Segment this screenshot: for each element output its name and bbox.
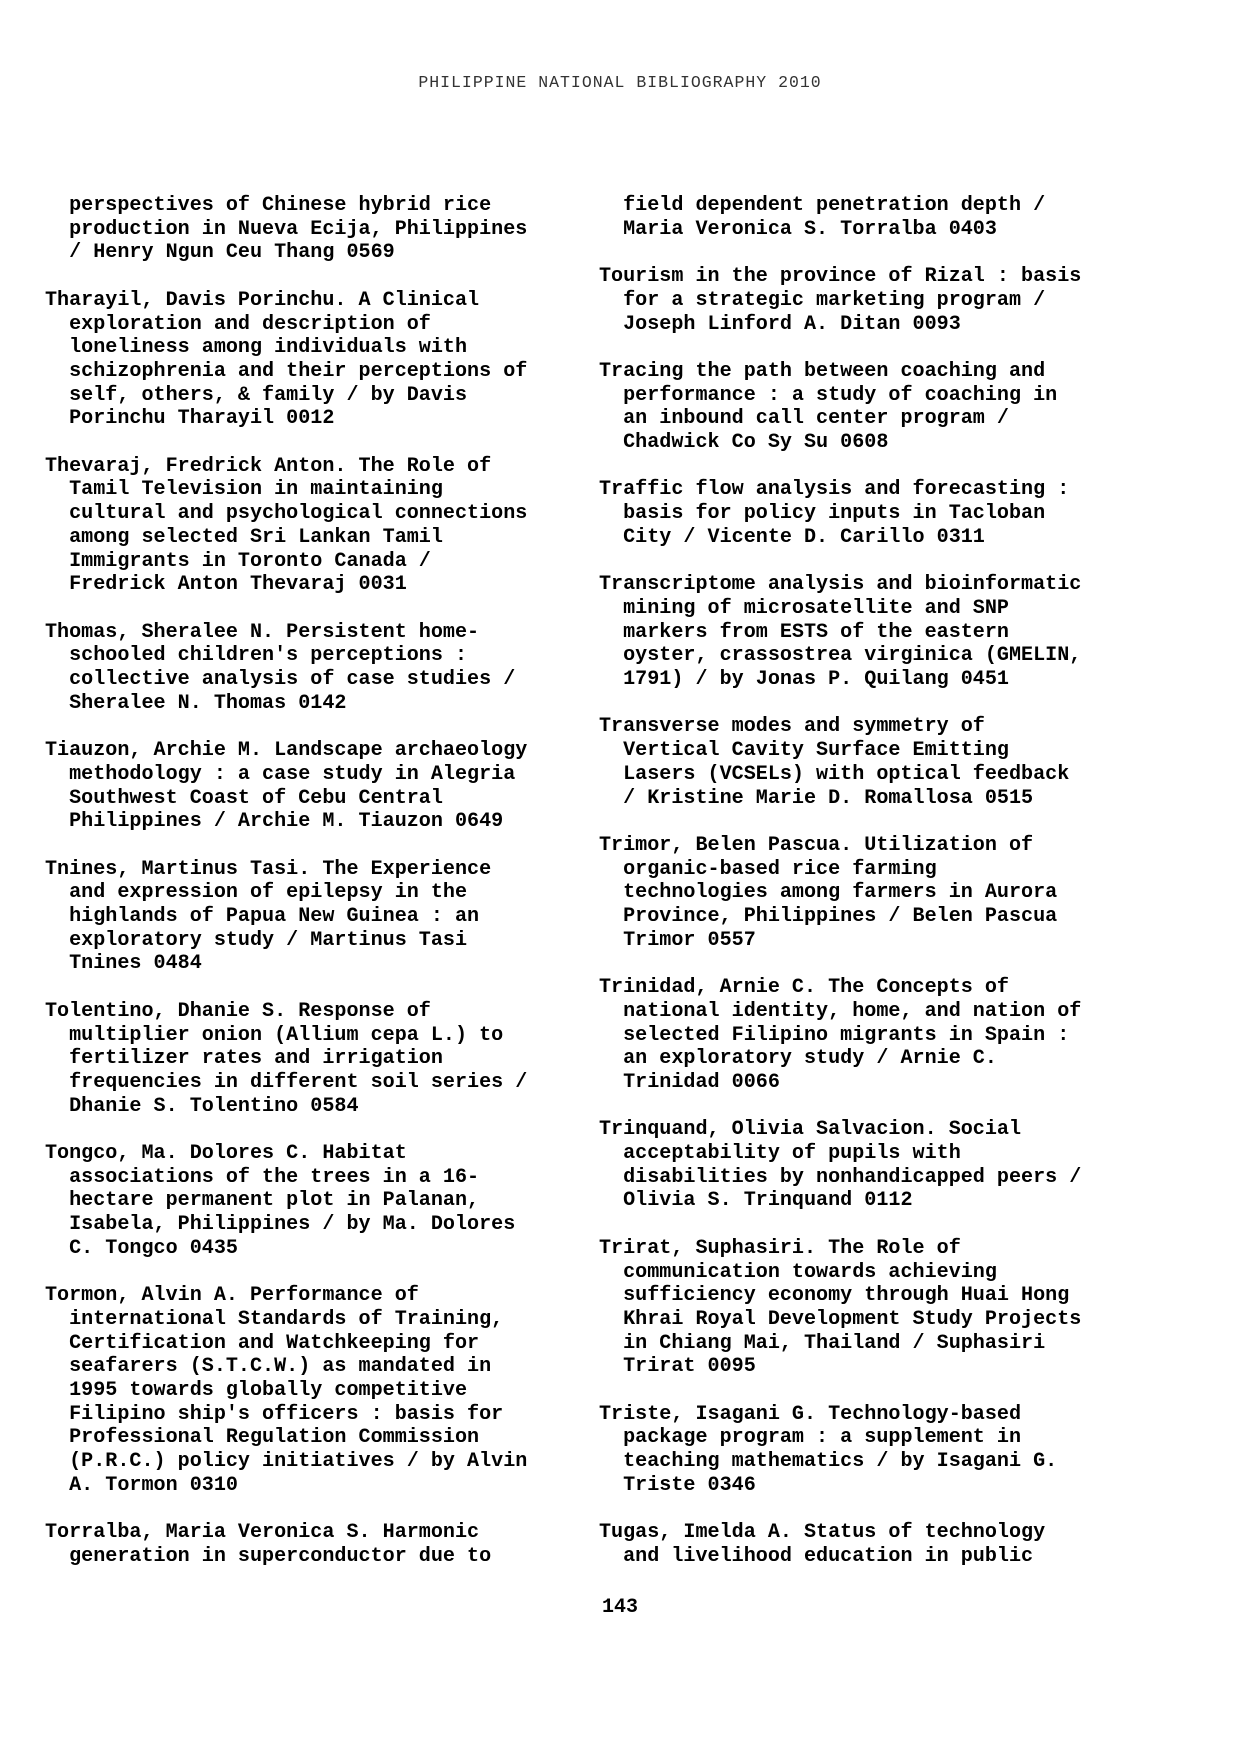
- entry-line: Transcriptome analysis and bioinformatic: [599, 573, 1082, 597]
- entry-line: acceptability of pupils with: [599, 1142, 961, 1165]
- entry-line: international Standards of Training,: [45, 1307, 504, 1331]
- entry-line: Triste 0346: [599, 1473, 756, 1497]
- right-column: [599, 194, 1119, 1592]
- entry-line: Trirat, Suphasiri. The Role of: [599, 1236, 961, 1260]
- entry-line: Maria Veronica S. Torralba 0403: [599, 217, 997, 241]
- entry-line: organic-based rice farming: [599, 857, 937, 881]
- entry-line: generation in superconductor due to: [45, 1544, 492, 1568]
- entry-line: an exploratory study / Arnie C.: [599, 1047, 997, 1071]
- entry-line: disabilities by nonhandicapped peers /: [599, 1165, 1082, 1189]
- entry-line: seafarers (S.T.C.W.) as mandated in: [45, 1355, 492, 1379]
- bibliography-entry: [599, 194, 1119, 241]
- bibliography-entry: [45, 455, 565, 597]
- entry-line: mining of microsatellite and SNP: [599, 596, 1009, 620]
- entry-line: Tolentino, Dhanie S. Response of: [45, 999, 431, 1023]
- entry-line: in Chiang Mai, Thailand / Suphasiri: [599, 1331, 1046, 1355]
- entry-line: Thomas, Sheralee N. Persistent home-: [45, 620, 480, 644]
- entry-line: technologies among farmers in Aurora: [599, 881, 1058, 905]
- bibliography-entry: [599, 265, 1119, 336]
- bibliography-entry: [599, 1237, 1119, 1379]
- entry-line: Trimor, Belen Pascua. Utilization of: [599, 833, 1034, 857]
- bibliography-entry: [599, 1521, 1119, 1568]
- entry-line: 1791) / by Jonas P. Quilang 0451: [599, 668, 1009, 691]
- entry-line: hectare permanent plot in Palanan,: [45, 1189, 480, 1213]
- entry-line: / Henry Ngun Ceu Thang 0569: [45, 241, 395, 265]
- entry-line: Tiauzon, Archie M. Landscape archaeology: [45, 739, 528, 763]
- entry-line: Triste, Isagani G. Technology-based: [599, 1402, 1022, 1426]
- entry-line: Tormon, Alvin A. Performance of: [45, 1284, 419, 1308]
- entry-line: among selected Sri Lankan Tamil: [45, 525, 443, 549]
- entry-line: self, others, & family / by Davis: [45, 383, 468, 407]
- entry-line: Traffic flow analysis and forecasting :: [599, 478, 1070, 502]
- entry-line: Trinidad 0066: [599, 1070, 780, 1094]
- running-header: PHILIPPINE NATIONAL BIBLIOGRAPHY 2010: [418, 73, 822, 92]
- entry-line: national identity, home, and nation of: [599, 999, 1082, 1023]
- entry-line: Isabela, Philippines / by Ma. Dolores: [45, 1213, 516, 1237]
- entry-line: Chadwick Co Sy Su 0608: [599, 431, 889, 454]
- left-column: [45, 194, 565, 1592]
- entry-line: schooled children's perceptions :: [45, 644, 468, 668]
- bibliography-entry: [599, 478, 1119, 549]
- entry-line: Fredrick Anton Thevaraj 0031: [45, 573, 407, 597]
- entry-line: Certification and Watchkeeping for: [45, 1331, 480, 1355]
- bibliography-entry: [45, 1000, 565, 1119]
- bibliography-entry: [45, 1284, 565, 1497]
- bibliography-entry: [45, 1142, 565, 1261]
- entry-line: Filipino ship's officers : basis for: [45, 1402, 504, 1426]
- bibliography-entry: [599, 834, 1119, 953]
- page-number: 143: [601, 1596, 638, 1619]
- entry-line: cultural and psychological connections: [45, 502, 528, 526]
- entry-line: Tnines 0484: [45, 952, 202, 976]
- entry-line: multiplier onion (Allium cepa L.) to: [45, 1023, 504, 1047]
- entry-line: perspectives of Chinese hybrid rice: [45, 194, 492, 217]
- entry-line: Tugas, Imelda A. Status of technology: [599, 1521, 1046, 1545]
- entry-line: Province, Philippines / Belen Pascua: [599, 905, 1058, 928]
- entry-line: Thevaraj, Fredrick Anton. The Role of: [45, 454, 492, 478]
- entry-line: exploration and description of: [45, 312, 431, 336]
- entry-line: C. Tongco 0435: [45, 1236, 238, 1260]
- entry-line: Olivia S. Trinquand 0112: [599, 1189, 913, 1213]
- bibliography-entry: [45, 289, 565, 431]
- entry-line: Trimor 0557: [599, 928, 756, 952]
- bibliography-entry: [45, 858, 565, 977]
- entry-line: selected Filipino migrants in Spain :: [599, 1023, 1070, 1047]
- entry-line: markers from ESTS of the eastern: [599, 620, 1009, 644]
- entry-line: and expression of epilepsy in the: [45, 881, 468, 905]
- bibliography-entry: [599, 715, 1119, 810]
- entry-line: loneliness among individuals with: [45, 336, 468, 360]
- bibliography-entry: [45, 1521, 565, 1568]
- entry-line: Professional Regulation Commission: [45, 1426, 480, 1450]
- bibliography-entry: [45, 739, 565, 834]
- entry-line: City / Vicente D. Carillo 0311: [599, 525, 985, 549]
- entry-line: highlands of Papua New Guinea : an: [45, 905, 480, 929]
- entry-line: field dependent penetration depth /: [599, 194, 1046, 217]
- entry-line: Transverse modes and symmetry of: [599, 715, 985, 739]
- entry-line: oyster, crassostrea virginica (GMELIN,: [599, 644, 1082, 668]
- bibliography-entry: [45, 194, 565, 265]
- entry-line: exploratory study / Martinus Tasi: [45, 928, 468, 952]
- entry-line: Sheralee N. Thomas 0142: [45, 691, 347, 715]
- entry-line: A. Tormon 0310: [45, 1473, 238, 1497]
- entry-line: Tnines, Martinus Tasi. The Experience: [45, 857, 492, 881]
- entry-line: Torralba, Maria Veronica S. Harmonic: [45, 1521, 480, 1545]
- entry-line: Vertical Cavity Surface Emitting: [599, 739, 1009, 763]
- entry-line: 1995 towards globally competitive: [45, 1379, 468, 1403]
- entry-line: frequencies in different soil series /: [45, 1070, 528, 1094]
- bibliography-entry: [599, 573, 1119, 692]
- entry-line: Southwest Coast of Cebu Central: [45, 786, 443, 810]
- entry-line: Tongco, Ma. Dolores C. Habitat: [45, 1142, 407, 1166]
- entry-line: fertilizer rates and irrigation: [45, 1047, 443, 1071]
- bibliography-entry: [599, 976, 1119, 1095]
- bibliography-entry: [45, 621, 565, 716]
- entry-line: for a strategic marketing program /: [599, 288, 1046, 312]
- entry-line: Immigrants in Toronto Canada /: [45, 549, 431, 573]
- entry-line: Joseph Linford A. Ditan 0093: [599, 312, 961, 336]
- entry-line: basis for policy inputs in Tacloban: [599, 502, 1046, 526]
- entry-line: Dhanie S. Tolentino 0584: [45, 1094, 359, 1118]
- entry-line: Trinidad, Arnie C. The Concepts of: [599, 976, 1009, 1000]
- entry-line: Khrai Royal Development Study Projects: [599, 1307, 1082, 1331]
- entry-line: associations of the trees in a 16-: [45, 1165, 480, 1189]
- entry-line: and livelihood education in public: [599, 1544, 1034, 1568]
- entry-line: Tourism in the province of Rizal : basis: [599, 265, 1082, 289]
- entry-line: an inbound call center program /: [599, 407, 1009, 431]
- entry-line: communication towards achieving: [599, 1260, 997, 1284]
- entry-line: Tharayil, Davis Porinchu. A Clinical: [45, 288, 480, 312]
- entry-line: teaching mathematics / by Isagani G.: [599, 1450, 1058, 1474]
- bibliography-entry: [599, 1118, 1119, 1213]
- entry-line: Philippines / Archie M. Tiauzon 0649: [45, 810, 504, 834]
- entry-line: schizophrenia and their perceptions of: [45, 359, 528, 383]
- entry-line: methodology : a case study in Alegria: [45, 762, 516, 786]
- entry-line: sufficiency economy through Huai Hong: [599, 1284, 1070, 1308]
- entry-line: Lasers (VCSELs) with optical feedback: [599, 762, 1070, 786]
- entry-line: Trinquand, Olivia Salvacion. Social: [599, 1118, 1022, 1142]
- entry-line: Trirat 0095: [599, 1355, 756, 1379]
- bibliography-entry: [599, 360, 1119, 455]
- entry-line: (P.R.C.) policy initiatives / by Alvin: [45, 1450, 528, 1474]
- entry-line: package program : a supplement in: [599, 1426, 1022, 1450]
- entry-line: performance : a study of coaching in: [599, 383, 1058, 407]
- entry-line: Tamil Television in maintaining: [45, 478, 443, 502]
- entry-line: / Kristine Marie D. Romallosa 0515: [599, 786, 1034, 810]
- entry-line: production in Nueva Ecija, Philippines: [45, 217, 528, 241]
- entry-line: Porinchu Tharayil 0012: [45, 407, 335, 431]
- entry-line: Tracing the path between coaching and: [599, 359, 1046, 383]
- entry-line: collective analysis of case studies /: [45, 668, 516, 692]
- bibliography-entry: [599, 1403, 1119, 1498]
